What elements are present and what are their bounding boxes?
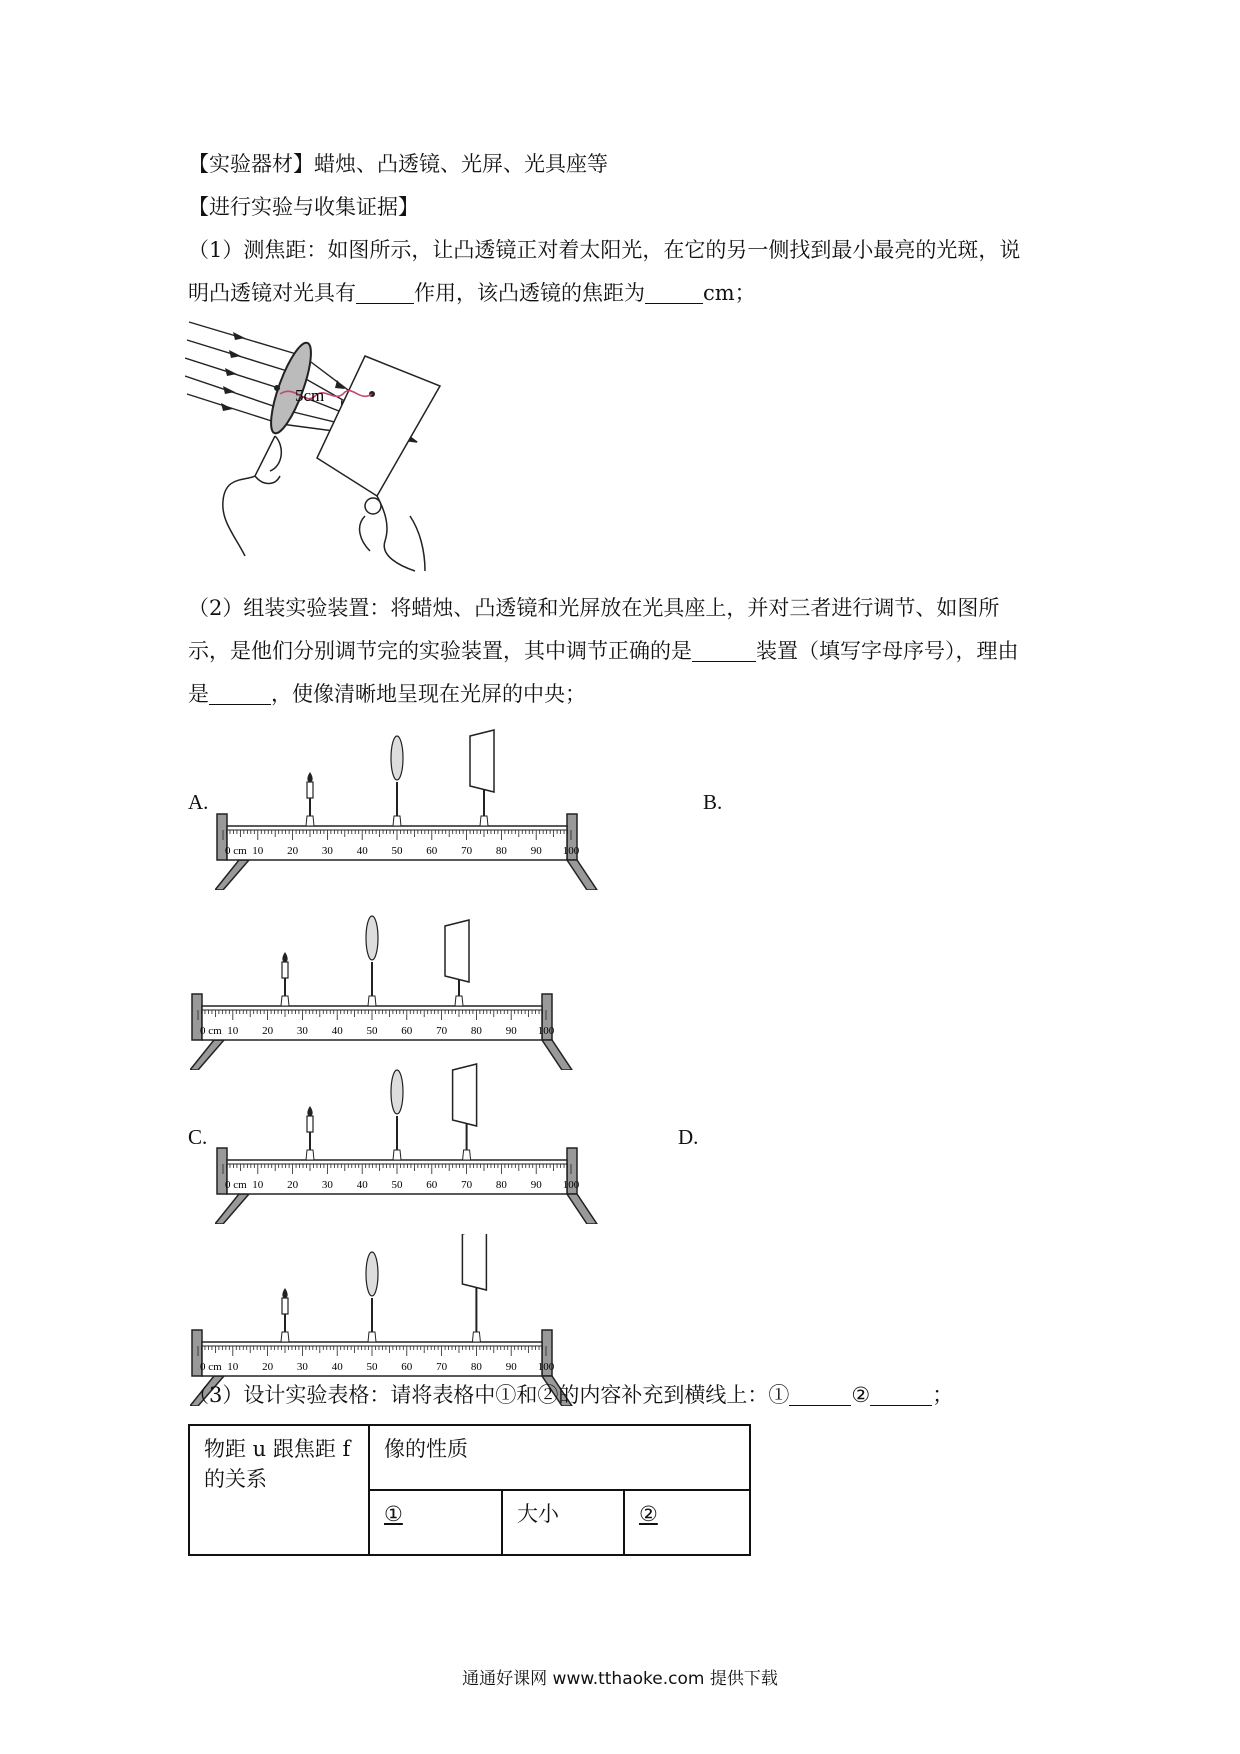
bench-scale-label: 70 <box>461 1179 473 1191</box>
bench-scale-label: 60 <box>426 1179 438 1191</box>
q3-blank-1[interactable] <box>789 1383 851 1406</box>
materials-heading: 【实验器材】蜡烛、凸透镜、光屏、光具座等 <box>188 152 608 176</box>
q2-line2 <box>188 637 1019 665</box>
bench-scale-label: 80 <box>470 1361 482 1373</box>
optical-bench-a[interactable] <box>215 718 655 890</box>
focal-length-figure <box>185 316 505 576</box>
option-b-label[interactable]: B. <box>703 790 723 814</box>
light-screen <box>470 730 494 792</box>
optical-bench-b[interactable] <box>190 898 630 1070</box>
bench-scale-label: 10 <box>227 1025 239 1037</box>
bench-scale-label: 30 <box>296 1361 308 1373</box>
bench-holder <box>393 816 401 826</box>
bench-holder <box>306 816 314 826</box>
bench-holder <box>393 1150 401 1160</box>
bench-scale-label: 30 <box>296 1025 308 1037</box>
bench-scale-label: 0 cm <box>225 845 247 857</box>
convex-lens <box>366 916 378 960</box>
candle-body <box>307 1116 313 1132</box>
table-cell-size: 大小 <box>502 1490 624 1555</box>
bench-scale-label: 100 <box>562 845 580 857</box>
q3-text-b: ② <box>851 1383 871 1407</box>
table-cell-blank-2[interactable]: ② <box>624 1490 750 1555</box>
candle-body <box>282 1298 288 1314</box>
q3-blank-2[interactable] <box>870 1383 932 1406</box>
bench-left-foot <box>215 860 249 890</box>
bench-holder <box>472 1332 480 1342</box>
bench-scale-label: 50 <box>391 845 403 857</box>
candle-flame <box>307 772 312 782</box>
candle-body <box>307 782 313 798</box>
procedure-heading: 【进行实验与收集证据】 <box>188 195 419 219</box>
bench-right-foot <box>567 1194 597 1224</box>
q2-blank-1[interactable] <box>692 639 756 662</box>
table-cell-blank-1[interactable]: ① <box>369 1490 502 1555</box>
bench-scale-label: 90 <box>505 1025 517 1037</box>
convex-lens <box>391 736 403 780</box>
bench-scale-label: 40 <box>356 845 368 857</box>
bench-scale-label: 90 <box>505 1361 517 1373</box>
candle-flame <box>282 1288 287 1298</box>
bench-scale-label: 40 <box>331 1361 343 1373</box>
bench-scale-label: 80 <box>470 1025 482 1037</box>
bench-scale-label: 50 <box>391 1179 403 1191</box>
q1-blank-2[interactable] <box>645 281 703 304</box>
bench-scale-label: 20 <box>287 845 299 857</box>
q1-text-a: 明凸透镜对光具有 <box>188 281 356 305</box>
bench-scale-label: 20 <box>262 1025 274 1037</box>
bench-holder <box>306 1150 314 1160</box>
q3-text-a: （3）设计实验表格：请将表格中①和②的内容补充到横线上：① <box>188 1383 790 1407</box>
bench-scale-label: 60 <box>401 1025 413 1037</box>
bench-scale-label: 80 <box>495 845 507 857</box>
left-hand <box>223 436 282 556</box>
bench-scale-label: 10 <box>227 1361 239 1373</box>
bench-scale-label: 100 <box>537 1025 555 1037</box>
q2-text-b: 装置（填写字母序号），理由 <box>756 639 1019 663</box>
q2-blank-2[interactable] <box>209 682 271 705</box>
q2-line3 <box>188 680 586 708</box>
candle-body <box>282 962 288 978</box>
bench-holder <box>480 816 488 826</box>
q3-text-c: ； <box>932 1383 954 1407</box>
light-screen <box>453 1064 477 1126</box>
data-table <box>188 1424 751 1556</box>
bench-scale-label: 100 <box>537 1361 555 1373</box>
q2-text-d: ，使像清晰地呈现在光屏的中央； <box>271 682 586 706</box>
bench-scale-label: 50 <box>366 1361 378 1373</box>
table-header-right: 像的性质 <box>369 1425 750 1490</box>
right-hand <box>360 496 425 571</box>
convex-lens <box>391 1070 403 1114</box>
paper-screen <box>317 356 440 496</box>
bench-holder <box>281 1332 289 1342</box>
bench-scale-label: 20 <box>287 1179 299 1191</box>
convex-lens <box>366 1252 378 1296</box>
bench-scale-label: 70 <box>436 1361 448 1373</box>
bench-scale-label: 60 <box>401 1361 413 1373</box>
q1-line1: （1）测焦距：如图所示，让凸透镜正对着太阳光，在它的另一侧找到最小最亮的光斑，说 <box>188 238 1021 262</box>
q2-text-a: 示，是他们分别调节完的实验装置，其中调节正确的是 <box>188 639 692 663</box>
q1-blank-1[interactable] <box>356 281 414 304</box>
bench-scale-label: 30 <box>321 845 333 857</box>
bench-scale-label: 90 <box>530 1179 542 1191</box>
bench-holder <box>463 1150 471 1160</box>
bench-scale-label: 0 cm <box>200 1361 222 1373</box>
bench-scale-label: 10 <box>252 845 264 857</box>
candle-flame <box>307 1106 312 1116</box>
option-a-label[interactable]: A. <box>188 790 209 814</box>
bench-scale-label: 90 <box>530 845 542 857</box>
bench-left-foot <box>215 1194 249 1224</box>
q3-line1 <box>188 1381 953 1409</box>
bench-scale-label: 60 <box>426 845 438 857</box>
option-d-label[interactable]: D. <box>678 1125 699 1149</box>
bench-scale-label: 70 <box>461 845 473 857</box>
optical-bench-c[interactable] <box>215 1052 655 1224</box>
page-footer: 通通好课网 www.tthaoke.com 提供下载 <box>462 1669 778 1689</box>
bench-holder <box>368 1332 376 1342</box>
bench-right-foot <box>567 860 597 890</box>
table-header-left: 物距 u 跟焦距 f 的关系 <box>189 1425 369 1555</box>
bench-scale-label: 30 <box>321 1179 333 1191</box>
bench-scale-label: 40 <box>356 1179 368 1191</box>
bench-scale-label: 80 <box>495 1179 507 1191</box>
q1-text-b: 作用，该凸透镜的焦距为 <box>414 281 645 305</box>
bench-holder <box>455 996 463 1006</box>
bench-holder <box>368 996 376 1006</box>
q1-text-c: cm； <box>703 281 756 305</box>
light-screen <box>445 920 469 982</box>
q2-line1: （2）组装实验装置：将蜡烛、凸透镜和光屏放在光具座上，并对三者进行调节、如图所 <box>188 596 1000 620</box>
q2-text-c: 是 <box>188 682 209 706</box>
q1-line2 <box>188 279 756 307</box>
bench-holder <box>281 996 289 1006</box>
option-c-label[interactable]: C. <box>188 1125 208 1149</box>
bench-scale-label: 20 <box>262 1361 274 1373</box>
bench-scale-label: 0 cm <box>225 1179 247 1191</box>
bench-scale-label: 100 <box>562 1179 580 1191</box>
focal-distance-label: 5cm <box>295 386 325 405</box>
bench-scale-label: 50 <box>366 1025 378 1037</box>
bench-scale-label: 10 <box>252 1179 264 1191</box>
bench-scale-label: 0 cm <box>200 1025 222 1037</box>
bench-scale-label: 70 <box>436 1025 448 1037</box>
light-screen <box>462 1234 486 1290</box>
candle-flame <box>282 952 287 962</box>
bench-scale-label: 40 <box>331 1025 343 1037</box>
